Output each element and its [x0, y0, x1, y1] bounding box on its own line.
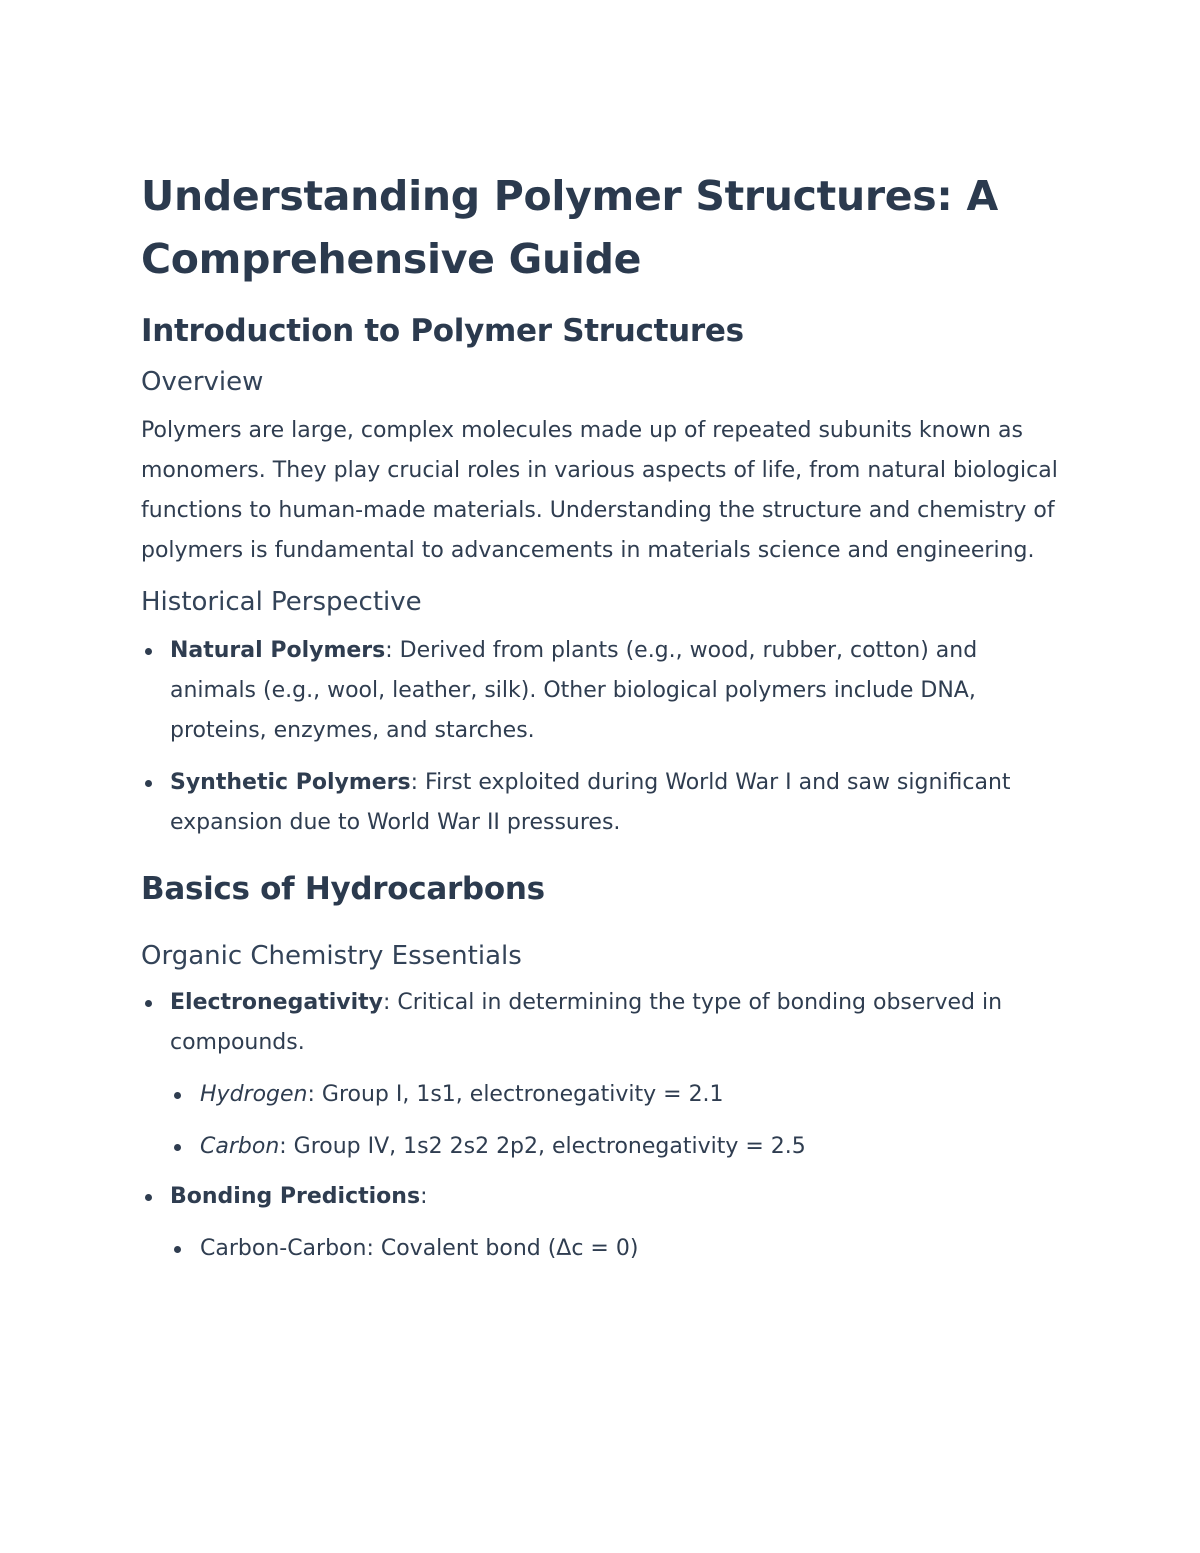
subsection-heading-historical: Historical Perspective	[141, 587, 422, 617]
description-carbon-carbon: Carbon-Carbon: Covalent bond (Δc = 0)	[200, 1236, 639, 1261]
section-heading-basics: Basics of Hydrocarbons	[141, 871, 545, 907]
description-bonding-predictions: :	[420, 1184, 428, 1209]
overview-paragraph: Polymers are large, complex molecules made up of repeated subunits known as monomers. They play crucial roles in various aspects of life, from natural biological functions to human-made materials. Understanding the structure and chemistry of polymers is fundamental to advancements in materials science and engineering.	[141, 418, 1058, 563]
subsection-heading-overview: Overview	[141, 367, 264, 397]
term-natural-polymers: Natural Polymers	[170, 638, 386, 663]
document-page	[141, 165, 1061, 1269]
list-item-hydrogen	[170, 1075, 1061, 1115]
list-item-natural-polymers	[141, 631, 1061, 751]
list-item-synthetic-polymers	[141, 763, 1061, 843]
term-synthetic-polymers: Synthetic Polymers	[170, 770, 411, 795]
term-bonding-predictions: Bonding Predictions	[170, 1184, 421, 1209]
document-title: Understanding Polymer Structures: A Comprehensive Guide	[141, 172, 998, 283]
description-synthetic-polymers: : First exploited during World War I and saw significant expansion due to World War II pressures.	[170, 770, 1011, 835]
subsection-heading-organic: Organic Chemistry Essentials	[141, 941, 522, 971]
description-hydrogen: : Group I, 1s1, electronegativity = 2.1	[307, 1082, 724, 1107]
bonding-sublist	[170, 1229, 1061, 1269]
term-hydrogen: Hydrogen	[200, 1082, 308, 1107]
term-electronegativity: Electronegativity	[170, 990, 383, 1015]
list-item-carbon	[170, 1127, 1061, 1167]
list-item-electronegativity	[141, 983, 1061, 1167]
description-carbon: : Group IV, 1s2 2s2 2p2, electronegativity = 2.5	[279, 1134, 806, 1159]
term-carbon: Carbon	[200, 1134, 280, 1159]
organic-list	[141, 983, 1061, 1269]
description-natural-polymers: : Derived from plants (e.g., wood, rubber, cotton) and animals (e.g., wool, leather, silk). Other biological polymers include DNA, proteins, enzymes, and starches.	[170, 638, 978, 743]
section-heading-introduction: Introduction to Polymer Structures	[141, 313, 744, 349]
list-item-bonding-predictions	[141, 1177, 1061, 1269]
description-electronegativity: : Critical in determining the type of bonding observed in compounds.	[170, 990, 1003, 1055]
electronegativity-sublist	[170, 1075, 1061, 1167]
historical-list	[141, 631, 1061, 843]
list-item-carbon-carbon	[170, 1229, 1061, 1269]
